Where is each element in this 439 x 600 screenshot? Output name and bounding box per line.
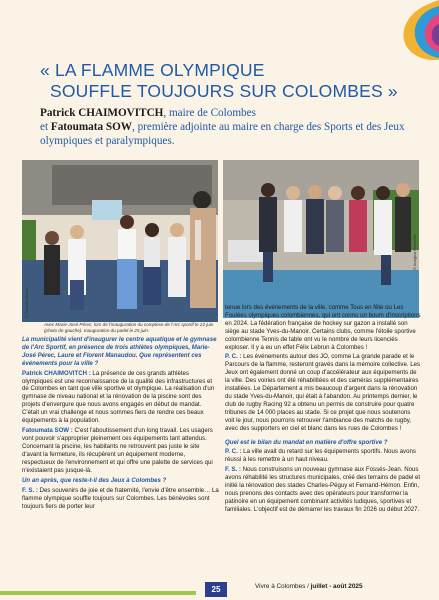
- column-left: [22, 336, 219, 513]
- footer-green-bar: [0, 591, 196, 595]
- answer-4-text: Les événements autour des JO, comme La grande parade et le Parcours de la flamme, resteront gravés dans la mémoire collective. Les Jeux ont également donné un coup d'accélérateur aux équipements de la ville. Des voiries ont été réhabilitées et des caméras supplémentaires installées. Le Département a mis beaucoup d'argent dans la rénovation du stade Yves-du-Manoir, qui était à l'abandon. Au printemps dernier, le club de rugby Racing 92 a obtenu un permis de construire pour quatre tribunes de 14 000 places au stade. Si ce projet que nous soutenons voit le jour, nous pourrons retrouver l'ambiance des matchs de rugby, avec des supporters en ciel et blanc dans les rues de Colombes !: [225, 353, 421, 432]
- photo-inauguration-arc-sportif: [22, 160, 218, 322]
- photo-inauguration-padel: [223, 160, 419, 318]
- answer-3: [22, 487, 219, 511]
- question-1: La municipalité vient d'inaugurer le centre aquatique et le gymnase de l'Arc Sportif, en présence de trois athlètes olympiques, Marie-José Pérec, Laure et Florent Manaudou. Que représentent ces événements pour la ville ?: [22, 336, 217, 367]
- photo-caption: Avec Marie-José Pérec, lors de l'inauguration du complexe de l'Arc sportif le 22 juin (photo de gauche). Inauguration du padel le 25 juin.: [44, 322, 214, 333]
- answer-2-speaker: Fatoumata SOW :: [22, 426, 73, 434]
- answer-6-text: Nous construisons un nouveau gymnase aux Fossés-Jean. Nous avons réhabilité les structures municipales, créé des terrains de padel et initié la rénovation des stades Charles-Péguy et Fernand-Hémon. Enfin, nous prenons des contacts avec des opérateurs pour transformer la patinoire en un équipement combinant activités ludiques, sportives et familiales. L'objectif est de démarrer les travaux fin 2026 ou début 2027.: [225, 466, 421, 513]
- answer-5-speaker: P. C. :: [225, 448, 242, 456]
- answer-3-continued: tenue lors des événements de la ville, comme Tous en fête ou Les Foulées olympiques colombiennes, qui ont connu un boum d'inscriptions en 2024. La fédération française de hockey sur gazon a installé son siège au stade Yves-du-Manoir. Certains clubs, comme l'étoile sportive colombienne Tennis de table ont vu le nombre de leurs licenciés exploser. Il y a eu un effet Félix Lebrun à Colombes !: [225, 304, 421, 351]
- answer-1-text: La présence de ces grands athlètes olympiques est une reconnaissance de la qualité des infrastructures et de Colombes en tant que ville sportive et olympique. La réalisation d'un gymnase de niveau national et la rénovation de la piscine sont des projets d'envergure que nous avons engagés en début de mandat. C'était un vrai challenge et nous sommes fiers de rendre ces beaux équipements à la population.: [22, 369, 215, 425]
- answer-5: [225, 448, 421, 464]
- magazine-title: Vivre à Colombes: [255, 583, 306, 590]
- photo-right-credit: © Imagica Retouche: [412, 233, 417, 270]
- question-3: Quel est le bilan du mandat en matière d'offre sportive ?: [225, 438, 388, 446]
- article-intro: [40, 106, 410, 148]
- title-line-2: SOUFFLE TOUJOURS SUR COLOMBES »: [50, 81, 398, 101]
- answer-3-speaker: F. S. :: [22, 487, 38, 495]
- intro-name-2: Fatoumata SOW: [50, 121, 132, 133]
- intro-role-2: , première adjointe au maire en charge des Sports et des Jeux olympiques et paralympiques.: [40, 121, 405, 147]
- column-right: [225, 304, 421, 516]
- answer-5-text: La ville avait du retard sur les équipements sportifs. Nous avons réussi à les remettre à un haut niveau.: [225, 448, 416, 464]
- question-2: Un an après, que reste-t-il des Jeux à Colombes ?: [22, 477, 167, 485]
- intro-name-1: Patrick CHAIMOVITCH: [40, 107, 164, 119]
- answer-4-speaker: P. C. :: [225, 353, 242, 361]
- footer-magazine: [255, 583, 363, 590]
- decorative-swirl-icon: [379, 0, 439, 60]
- photo-left-credit: © Pascale Berne: [24, 287, 29, 318]
- answer-3-text: Des souvenirs de joie et de fraternité, l'envie d'être ensemble… La flamme olympique souffle toujours sur Colombes. Les bénévoles sont toujours fiers de porter leur: [22, 487, 219, 511]
- answer-1: [22, 370, 219, 425]
- answer-6-speaker: F. S. :: [225, 466, 241, 474]
- answer-4: [225, 353, 421, 432]
- answer-1-speaker: Patrick CHAIMOVITCH :: [22, 369, 91, 377]
- title-line-1: « LA FLAMME OLYMPIQUE: [40, 60, 265, 80]
- footer-separator: /: [305, 583, 311, 590]
- article-title: [40, 60, 410, 102]
- page-number: 25: [205, 582, 227, 597]
- answer-2: [22, 427, 219, 474]
- issue-date: juillet - août 2025: [310, 583, 363, 590]
- answer-6: [225, 466, 421, 513]
- answer-2-text: C'est l'aboutissement d'un long travail. Les usagers vont pouvoir s'approprier pleinement ces équipements tant attendus. Concernant la piscine, les habitants ne retrouvent pas juste le site d'avant la fermeture, ils récupèrent un équipement moderne, respectueux de l'environnement et qui offre une palette de services qui n'existaient pas jusque-là.: [22, 426, 213, 474]
- intro-connector: et: [40, 121, 51, 133]
- intro-role-1: , maire de Colombes: [163, 107, 256, 119]
